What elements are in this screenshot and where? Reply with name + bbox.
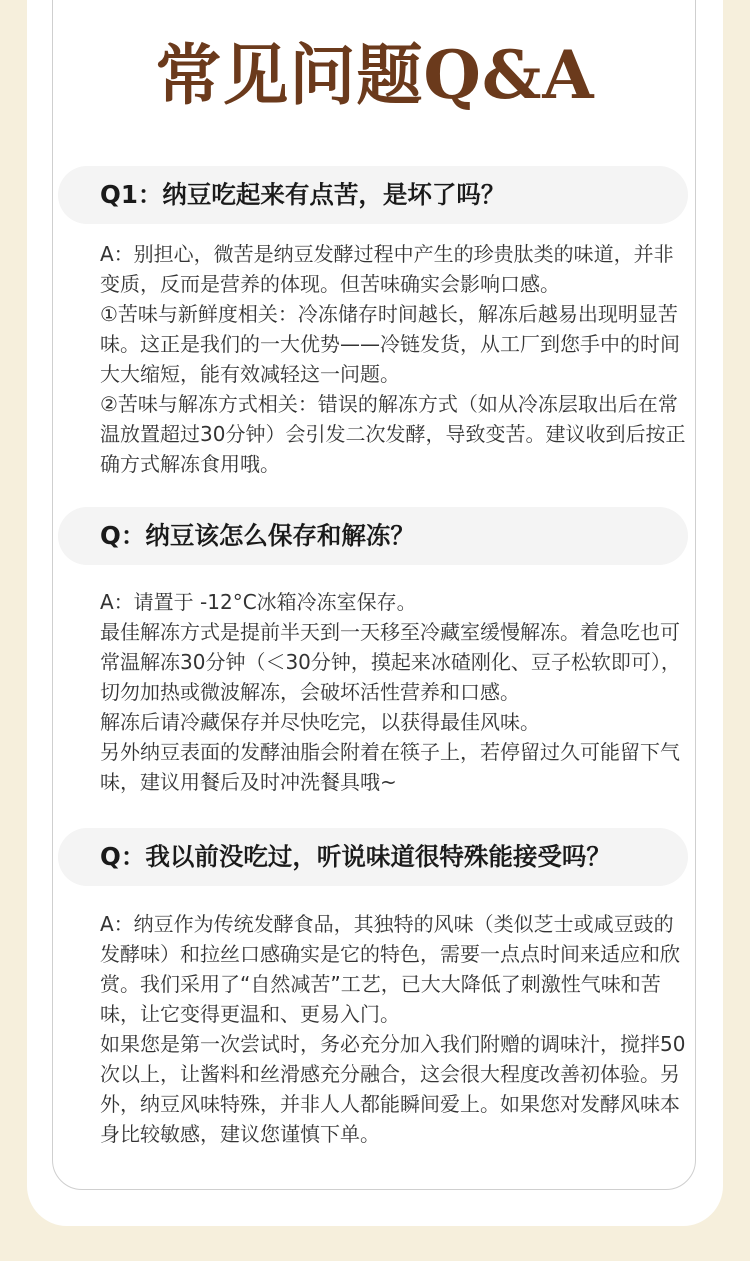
answer-paragraph: A：纳豆作为传统发酵食品，其独特的风味（类似芝士或咸豆豉的发酵味）和拉丝口感确实是它的特色，需要一点点时间来适应和欣赏。我们采用了“自然减苦”工艺，已大大降低了刺激性气味和苦味，让它变得更温和、更易入门。 <box>100 912 680 1026</box>
faq-answer-2 <box>100 587 690 797</box>
answer-paragraph: 另外纳豆表面的发酵油脂会附着在筷子上，若停留过久可能留下气味，建议用餐后及时冲洗餐具哦~ <box>100 740 680 794</box>
answer-paragraph: 解冻后请冷藏保存并尽快吃完，以获得最佳风味。 <box>100 710 540 734</box>
answer-paragraph: 最佳解冻方式是提前半天到一天移至冷藏室缓慢解冻。着急吃也可常温解冻30分钟（＜30分钟，摸起来冰碴刚化、豆子松软即可），切勿加热或微波解冻，会破坏活性营养和口感。 <box>100 620 681 704</box>
page-title: 常见问题Q&A <box>155 36 595 114</box>
faq-question-2: Q：纳豆该怎么保存和解冻？ <box>58 507 688 565</box>
faq-question-1: Q1：纳豆吃起来有点苦，是坏了吗？ <box>58 166 688 224</box>
answer-paragraph: A：请置于 -12°C冰箱冷冻室保存。 <box>100 590 417 614</box>
answer-paragraph: ②苦味与解冻方式相关：错误的解冻方式（如从冷冻层取出后在常温放置超过30分钟）会引发二次发酵，导致变苦。建议收到后按正确方式解冻食用哦。 <box>100 392 686 476</box>
faq-answer-1 <box>100 239 690 479</box>
faq-answer-3 <box>100 909 690 1149</box>
answer-paragraph: 如果您是第一次尝试时，务必充分加入我们附赠的调味汁，搅拌50次以上，让酱料和丝滑感充分融合，这会很大程度改善初体验。另外，纳豆风味特殊，并非人人都能瞬间爱上。如果您对发酵风味本身比较敏感，建议您谨慎下单。 <box>100 1032 686 1146</box>
answer-paragraph: A：别担心，微苦是纳豆发酵过程中产生的珍贵肽类的味道，并非变质，反而是营养的体现。但苦味确实会影响口感。 <box>100 242 674 296</box>
faq-question-3: Q：我以前没吃过，听说味道很特殊能接受吗？ <box>58 828 688 886</box>
answer-paragraph: ①苦味与新鲜度相关：冷冻储存时间越长，解冻后越易出现明显苦味。这正是我们的一大优势——冷链发货，从工厂到您手中的时间大大缩短，能有效减轻这一问题。 <box>100 302 680 386</box>
